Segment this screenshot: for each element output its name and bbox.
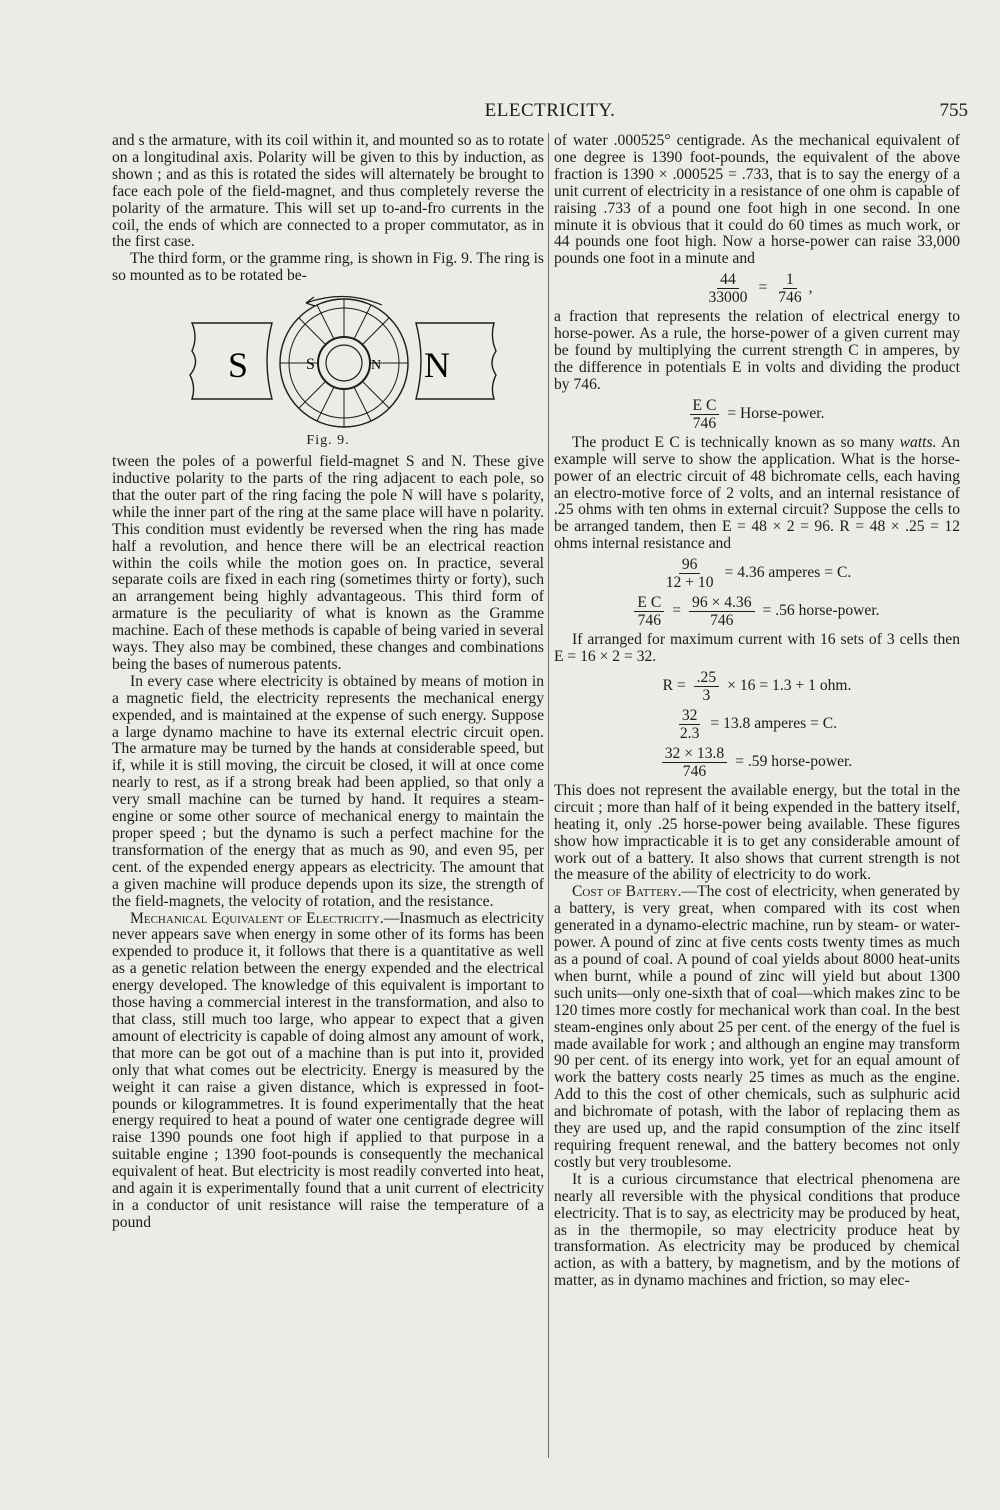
formula-numerator: 32 × 13.8 [662, 745, 727, 763]
paragraph-maximum-current: If arranged for maximum current with 16 sets of 3 cells then E = 16 × 2 = 32. [554, 631, 960, 666]
formula-13-8-amperes [554, 707, 960, 742]
formula-numerator: 96 [679, 556, 701, 574]
formula-numerator: E C [634, 594, 664, 612]
left-column [112, 133, 544, 1232]
formula-denominator: 746 [682, 762, 707, 780]
inner-n-label: N [371, 358, 382, 374]
figure-caption: Fig. 9. [306, 433, 350, 449]
formula-numerator: 1 [783, 271, 797, 289]
formula-59-horse-power [554, 745, 960, 780]
formula-rhs: = Horse-power. [727, 404, 825, 422]
outer-pole-S-label: S [228, 345, 249, 386]
formula-numerator: 32 [679, 707, 701, 725]
paragraph-available-energy: This does not represent the available energy, but the total in the circuit ; more than half of it being expended in the battery itself, heating it, only .25 horse-power being available. These figures show how impracticable it is to get any considerable amount of work out of a battery. It also shows that current strength is not the measure of the ability of electricity to do work. [554, 781, 960, 884]
formula-resistance [554, 669, 960, 704]
column-divider [548, 133, 549, 1458]
formula-lhs: R = [662, 676, 686, 694]
paragraph-motion-energy: In every case where electricity is obtained by means of motion in a magnetic field, the electricity represents the mechanical energy expended, and is maintained at the expense of such energy. Suppose a large dynamo machine to have its external electric circuit open. The armature may be turned by the hands at considerable speed, but if, while it is still moving, the circuit be closed, it will at once come nearly to rest, as if a strong break had been applied, so that only a very small machine can be turned by hand. It requires a steam-engine or some other source of mechanical energy to maintain the proper speed ; but the dynamo is such a perfect machine for the transformation of the energy that as much as 90, and even 95, per cent. of the expended energy appears as electricity. The amount that a given machine will produce depends upon its size, the strength of the field-magnets, the velocity of rotation, and the resistance. [112, 672, 544, 910]
formula-rhs: = .59 horse-power. [735, 752, 853, 770]
section-heading-mechanical-equivalent: Mechanical Equivalent of Electricity. [130, 909, 384, 927]
formula-comma: , [808, 279, 813, 297]
watts-italic: watts. [899, 433, 937, 451]
formula-44-over-33000 [554, 271, 960, 306]
formula-denominator: 746 [710, 612, 734, 630]
gramme-ring-diagram [112, 291, 544, 431]
watts-intro-text: The product E C is technically known as so many [572, 433, 900, 451]
formula-denominator: 746 [778, 289, 802, 307]
paragraph-unit-current: of water .000525° centigrade. As the mechanical equivalent of one degree is 1390 foot-pounds, the equivalent of the above fraction is 1390 × .000525 = .733, that is to say the energy of a unit current of electricity in a resistance of one ohm is capable of raising .733 of a pound one foot high in one second. In one minute it is obvious that it could do 60 times as much work, or 44 pounds one foot high. Now a horse-power can raise 33,000 pounds one foot in a minute and [554, 132, 960, 268]
paragraph-mechanical-equivalent [112, 911, 544, 1232]
section-heading-cost-of-battery: Cost of Battery. [572, 883, 682, 901]
formula-amperes [554, 556, 960, 591]
formula-denominator: 2.3 [679, 724, 700, 742]
outer-pole-N-label: N [424, 345, 450, 386]
formula-denominator: 746 [692, 414, 717, 432]
formula-equals: = [758, 279, 768, 297]
right-column [554, 133, 960, 1290]
paragraph-cost-of-battery [554, 884, 960, 1171]
paragraph-gramme-ring-intro: The third form, or the gramme ring, is shown in Fig. 9. The ring is so mounted as to be rotated be- [112, 250, 544, 285]
formula-rhs: × 16 = 1.3 + 1 ohm. [727, 676, 852, 694]
formula-denominator: 3 [702, 686, 711, 704]
formula-denominator: 12 + 10 [665, 574, 714, 592]
formula-numerator: E C [690, 397, 720, 415]
formula-rhs: = .56 horse-power. [762, 602, 880, 620]
paragraph-reversible-phenomena: It is a curious circumstance that electrical phenomena are nearly all reversible with the physical conditions that produce electricity. That is to say, as electricity may be produced by heat, as in the thermopile, so may electricity produce heat by transformation. As electricity may be produced by chemical action, as with a battery, by magnetism, and by the motions of matter, as in dynamo machines and friction, so may elec- [554, 1170, 960, 1290]
figure-9 [112, 291, 544, 450]
formula-denominator: 746 [637, 612, 662, 630]
formula-56-horse-power [554, 594, 960, 629]
page-number: 755 [939, 100, 968, 121]
paragraph-mechanical-equivalent-text: —Inasmuch as electricity never appears save when energy in some other of its forms has been expended to produce it, it follows that there is a quantitative as well as a genetic relation between the energy expended and the electrical energy developed. The knowledge of this equivalent is important to those having a commercial interest in the transformation, and also to that class, still much too large, who appear to expect that a given amount of electricity is capable of doing almost any amount of work, that more can be got out of a machine than is put into it, provided only that what comes out be electricity. Energy is measured by the weight it can raise a given distance, which is expressed in foot-pounds or kilogrammetres. It is found experimentally that the heat energy required to heat a pound of water one centigrade degree will raise 1390 pounds one foot high if applied to that purpose in a suitable engine ; 1390 foot-pounds is consequently the mechanical equivalent of heat. But electricity is most readily converted into heat, and again it is experimentally found that a unit current of electricity in a conductor of unit resistance will raise the temperature of a pound [112, 909, 545, 1231]
formula-numerator: 96 × 4.36 [689, 594, 754, 612]
formula-rhs: = 13.8 amperes = C. [710, 714, 838, 732]
formula-denominator: 33000 [708, 289, 748, 307]
paragraph-horse-power-relation: a fraction that represents the relation of electrical energy to horse-power. As a rule, the horse-power of a given current may be found by multiplying the current strength C in amperes, by the difference in potentials E in volts and dividing the product by 746. [554, 308, 960, 393]
formula-numerator: 44 [717, 271, 739, 289]
paragraph-ring-polarity: tween the poles of a powerful field-magnet S and N. These give inductive polarity to the parts of the ring adjacent to each pole, so that the outer part of the ring facing the pole N will have s polarity, while the inner part of the ring at the same place will have n polarity. This condition must evidently be reversed when the ring has made half a revolution, and hence there will be an electrical reaction within the coils while the motion goes on. In practice, several separate coils are fixed in each ring (sometimes thirty or forty), such an arrangement being highly advantageous. This third form of armature is the peculiarity of what is known as the Gramme machine. Each of these methods is capable of being varied in several ways. They also may be combined, these changes and combinations being the bases of numerous patents. [112, 453, 544, 673]
watts-example-text: An example will serve to show the application. What is the horse-power of an electric circuit of 48 bichromate cells, each having an electro-motive force of 2 volts, and an internal resistance of .25 ohms with ten ohms in external circuit? Suppose the cells to be arranged tandem, then E = 48 × 2 = 96. R = 48 × .25 = 12 ohms internal resistance and [554, 433, 960, 553]
formula-numerator: .25 [694, 669, 720, 687]
paragraph-cost-of-battery-text: —The cost of electricity, when generated by a battery, is very great, when compared with its cost when generated in a dynamo-electric machine, run by steam- or water-power. A pound of zinc at five cents costs twenty times as much as a pound of coal. A pound of coal yields about 8000 heat-units when burnt, while a pound of zinc will yield but about 1300 such units—only one-sixth that of coal—which makes zinc to be 120 times more costly for mechanical work than coal. In the best steam-engines only about 25 per cent. of the energy of the fuel is made available for work ; and although an engine may transform 90 per cent. of its energy into work, yet for an equal amount of work the battery costs nearly 25 times as much as the engine. Add to this the cost of other chemicals, such as sulphuric acid and bichromate of potash, with the labor of replacing them as they are used up, and the rapid consumption of the zinc itself requiring frequent renewal, and the battery becomes not only costly but very troublesome. [554, 883, 960, 1171]
formula-equals: = [672, 602, 682, 620]
formula-ec-horse-power [554, 397, 960, 432]
formula-rhs: = 4.36 amperes = C. [724, 564, 852, 582]
running-header-title: ELECTRICITY. [484, 100, 616, 121]
paragraph-watts-example [554, 435, 960, 553]
paragraph-armature: and s the armature, with its coil within it, and mounted so as to rotate on a longitudinal axis. Polarity will be given to this by induction, as shown ; and as this is rotated the sides will alternately be brought to face each pole of the field-magnet, and thus completely reverse the polarity of the armature. This will set up to-and-fro currents in the coil, the ends of which are connected to a proper commutator, as in the first case. [112, 132, 544, 251]
inner-s-label: S [306, 356, 315, 374]
